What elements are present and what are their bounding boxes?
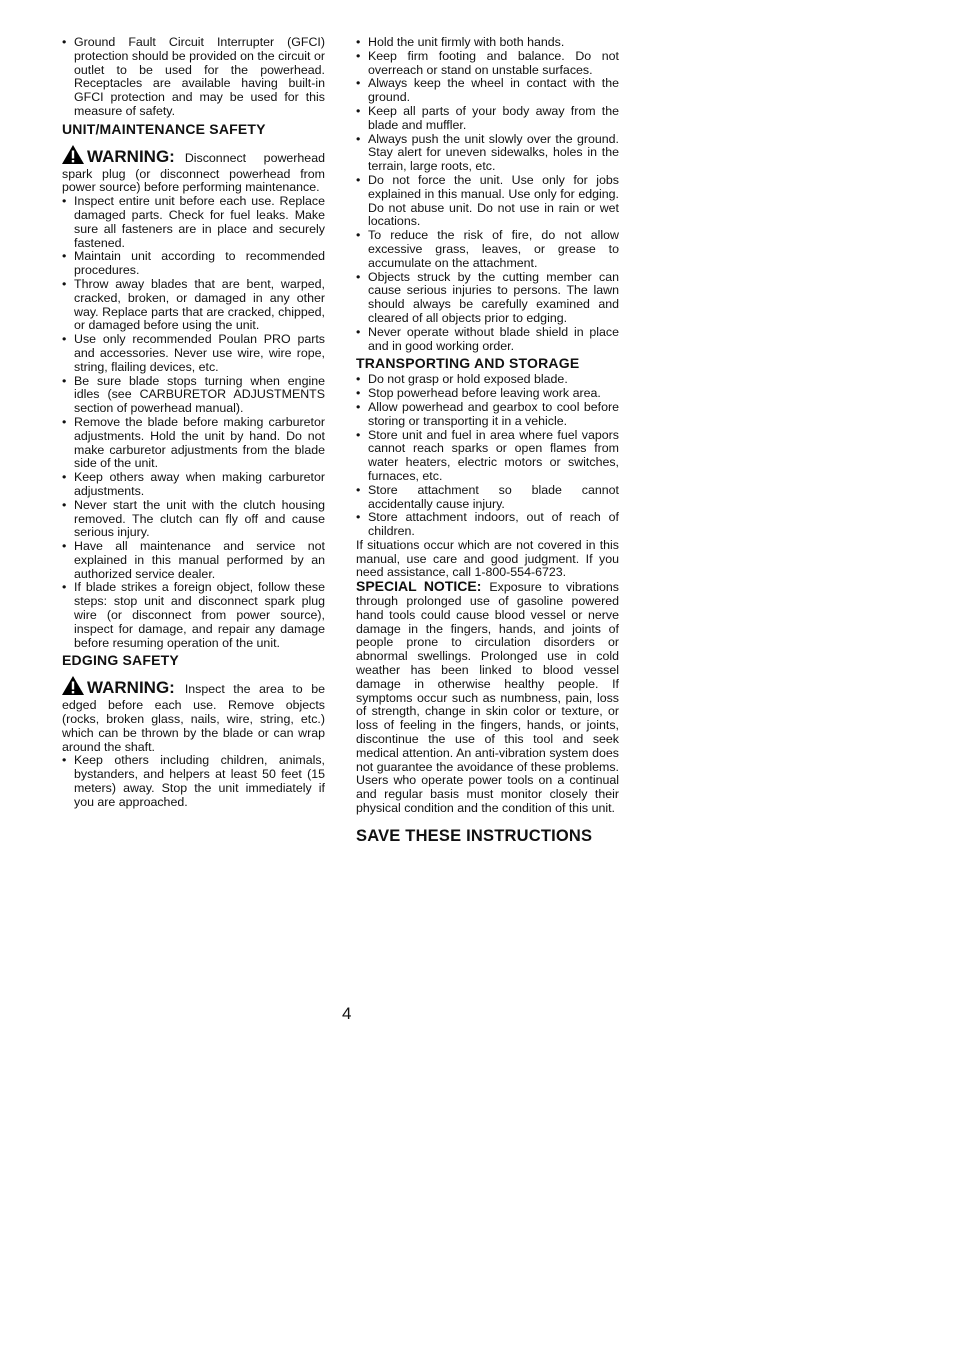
list-item: • Throw away blades that are bent, warped, cracked, broken, or damaged in any other way. Replace parts that are cracked, chipped, or damaged before using the unit. <box>62 278 325 333</box>
unit-warning <box>62 145 325 195</box>
special-notice <box>356 580 619 816</box>
list-item: • Always keep the wheel in contact with the ground. <box>356 77 619 105</box>
list-item: • Allow powerhead and gearbox to cool before storing or transporting it in a vehicle. <box>356 401 619 429</box>
list-item: • Objects struck by the cutting member can cause serious injuries to persons. The lawn should always be carefully examined and cleared of all objects prior to edging. <box>356 271 619 326</box>
list-item: • Keep others away when making carburetor adjustments. <box>62 471 325 499</box>
list-item: • Store attachment so blade cannot accidentally cause injury. <box>356 484 619 512</box>
list-item: • Do not force the unit. Use only for jobs explained in this manual. Use only for edging. Do not abuse unit. Do not use in rain or wet locations. <box>356 174 619 229</box>
list-item: • Keep others including children, animals, bystanders, and helpers at least 50 feet (15 meters) away. Stop the unit immediately if you are approached. <box>62 754 325 809</box>
save-instructions-heading: SAVE THESE INSTRUCTIONS <box>356 826 593 845</box>
list-item: • Have all maintenance and service not explained in this manual performed by an authorized service dealer. <box>62 540 325 581</box>
list-item: • Maintain unit according to recommended procedures. <box>62 250 325 278</box>
list-item: • Hold the unit firmly with both hands. <box>356 36 619 50</box>
warning-label: WARNING: <box>87 146 175 166</box>
transporting-storage-heading: TRANSPORTING AND STORAGE <box>356 355 580 372</box>
list-item: • Use only recommended Poulan PRO parts and accessories. Never use wire, wire rope, string, flailing devices, etc. <box>62 333 325 374</box>
list-item: • To reduce the risk of fire, do not allow excessive grass, leaves, or grease to accumulate on the attachment. <box>356 229 619 270</box>
list-item: • Never start the unit with the clutch housing removed. The clutch can fly off and cause serious injury. <box>62 499 325 540</box>
warning-text: Inspect the area to be edged before each use. Remove objects (rocks, broken glass, nails, wire, string, etc.) which can be thrown by the blade or can wrap around the shaft. <box>62 682 325 754</box>
warning-text: Disconnect powerhead spark plug (or disconnect powerhead from power source) before performing maintenance. <box>62 150 325 195</box>
page-number: 4 <box>342 1004 352 1023</box>
list-item: • Always push the unit slowly over the ground. Stay alert for uneven sidewalks, holes in the terrain, large roots, etc. <box>356 133 619 174</box>
edging-list <box>62 754 325 809</box>
list-item: • Never operate without blade shield in place and in good working order. <box>356 326 619 354</box>
list-item: • Do not grasp or hold exposed blade. <box>356 373 619 387</box>
list-item: • Stop powerhead before leaving work area. <box>356 387 619 401</box>
left-column <box>62 36 325 810</box>
unit-maintenance-list <box>62 195 325 650</box>
list-item: • Be sure blade stops turning when engine idles (see CARBURETOR ADJUSTMENTS section of powerhead manual). <box>62 375 325 416</box>
edging-list-continued <box>356 36 619 353</box>
special-notice-text: Exposure to vibrations through prolonged use of gasoline powered hand tools could cause blood vessel or nerve damage in the fingers, hands, and joints of people prone to circulation disorders or abnormal swellings. Prolonged use in cold weather has been linked to blood vessel damage in otherwise healthy people. If symptoms occur such as numbness, pain, loss of strength, change in skin color or texture, or loss of feeling in the fingers, hands, or joints, discontinue the use of this tool and seek medical attention. An anti-vibration system does not guarantee the avoidance of these problems. Users who operate power tools on a continual and regular basis must monitor closely their physical condition and the condition of this unit. <box>356 580 619 816</box>
list-item: • Keep firm footing and balance. Do not overreach or stand on unstable surfaces. <box>356 50 619 78</box>
list-item: • Store attachment indoors, out of reach of children. <box>356 511 619 539</box>
list-item: • If blade strikes a foreign object, follow these steps: stop unit and disconnect spark plug wire (or disconnect from power source), inspect for damage, and repair any damage before resuming operation of the unit. <box>62 581 325 650</box>
unit-maintenance-heading: UNIT/MAINTENANCE SAFETY <box>62 120 266 137</box>
list-item: • Keep all parts of your body away from the blade and muffler. <box>356 105 619 133</box>
warning-label: WARNING: <box>87 678 175 698</box>
edging-safety-heading: EDGING SAFETY <box>62 652 179 669</box>
list-item: • Remove the blade before making carburetor adjustments. Hold the unit by hand. Do not make carburetor adjustments from the blade side of the unit. <box>62 416 325 471</box>
warning-triangle-icon <box>62 145 84 168</box>
situations-paragraph: If situations occur which are not covered in this manual, use care and good judgment. If you need assistance, call 1-800-554-6723. <box>356 537 619 580</box>
special-notice-label: SPECIAL NOTICE: <box>356 578 482 595</box>
right-column <box>356 36 619 844</box>
list-item: • Ground Fault Circuit Interrupter (GFCI) protection should be provided on the circuit or outlet to be used for the powerhead. Receptacles are available having built-in GFCI protection and may be used for this measure of safety. <box>62 36 325 119</box>
warning-triangle-icon <box>62 676 84 699</box>
list-item: • Store unit and fuel in area where fuel vapors cannot reach sparks or open flames from water heaters, electric motors or switches, furnaces, etc. <box>356 429 619 484</box>
intro-list <box>62 36 325 119</box>
list-item: • Inspect entire unit before each use. Replace damaged parts. Check for fuel leaks. Make sure all fasteners are in place and securely fastened. <box>62 195 325 250</box>
edging-warning <box>62 676 325 754</box>
transport-list <box>356 373 619 539</box>
